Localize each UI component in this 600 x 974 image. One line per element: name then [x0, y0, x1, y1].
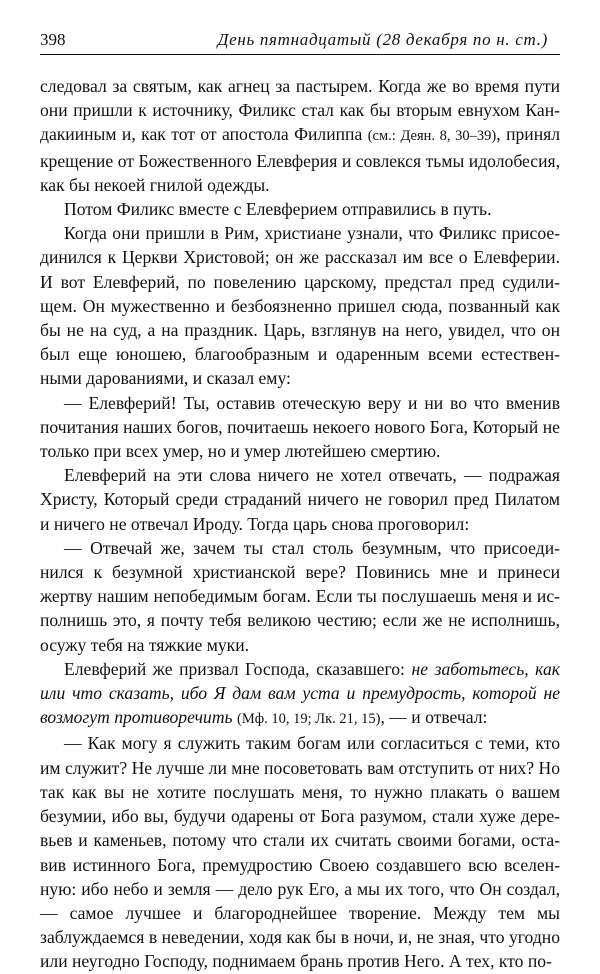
text-run: , принял крещение от Божественного Елевферия и совлекся тьмы идолобесия, как бы некоей гнилой одежды. [40, 124, 561, 195]
text-run: Елевферий же призвал Господа, сказавшего: [64, 658, 412, 679]
scripture-reference: (см.: Деян. 8, 30–39) [367, 128, 497, 145]
text-run: — Как могу я служить таким богам или согласиться с теми, кто им служит? Не лучше ли мне посоветовать вам отступить от них? Но так как вы не хотите послушать меня, то нужно плакать о вашем безумии, ибо вы, будучи одарены от Бога разумом, стали хуже деревьев и каменьев, потому что стали их считать своими богами, оставив истинного Бога, премудростию Своею создавшего всю вселенную: ибо небо и земля — дело рук Его, а мы их того, что Он создал, — самое лучшее и благороднейшее творение. Между тем мы заблуждаемся в неведении, ходя как бы в ночи, и, не зная, что угодно или неугодно Господу, поднимаем брань против Него. А тех, кто по- [40, 733, 560, 972]
paragraph [40, 536, 560, 657]
page-header [40, 29, 560, 51]
page-number: 398 [40, 30, 66, 49]
running-title: День пятнадцатый (28 декабря по н. ст.) [217, 30, 548, 49]
text-run: Потом Филикс вместе с Елевферием отправились в путь. [64, 199, 492, 220]
paragraph [40, 221, 560, 390]
header-divider [40, 54, 560, 55]
paragraph [40, 731, 560, 973]
paragraph [40, 463, 560, 536]
paragraph [40, 657, 560, 732]
paragraph [40, 74, 560, 197]
paragraph [40, 197, 560, 221]
text-run: Когда они пришли в Рим, христиане узнали, что Филикс присоединился к Церкви Христовой; он же рассказал им все о Елевферии. И вот Елевферий, по повелению царскому, предстал пред судилищем. Он мужественно и безбоязненно пришел сюда, позванный как бы не на суд, а на праздник. Царь, взглянув на него, увидел, что он был еще юношею, благообразным и одаренным всеми естественными дарованиями, и сказал ему: [40, 223, 560, 389]
text-run: — Елевферий! Ты, оставив отеческую веру и ни во что вменив почитания наших богов, почитаешь некоего нового Бога, Который не только при всех умер, но и умер лютейшею смертию. [40, 392, 560, 462]
text-run: , — и отвечал: [380, 707, 488, 728]
body-text [40, 74, 560, 974]
scripture-reference: (Мф. 10, 19; Лк. 21, 15) [236, 711, 381, 728]
text-run: следовал за святым, как агнец за пастырем. Когда же во время пути они пришли к источнику, Филикс стал как бы вторым евнухом Кандакииным и, как тот от апостола Филиппа [40, 76, 560, 145]
text-run: Елевферий на эти слова ничего не хотел отвечать, — подражая Христу, Который среди страданий ничего не говорил пред Пилатом и ничего не отвечал Ироду. Тогда царь снова проговорил: [40, 465, 560, 534]
text-run: — Отвечай же, зачем ты стал столь безумным, что присоединился к безумной христианской вере? Повинись мне и принеси жертву нашим непобедимым богам. Если ты послушаешь меня и исполнишь это, я почту тебя великою честию; если же не исполнишь, осужу тебя на тяжкие муки. [40, 537, 560, 655]
scripture-quote: не заботьтесь, как или что сказать, ибо Я дам вам уста и премудрость, которой не возмогут противоречить [40, 658, 561, 728]
paragraph [40, 391, 560, 464]
